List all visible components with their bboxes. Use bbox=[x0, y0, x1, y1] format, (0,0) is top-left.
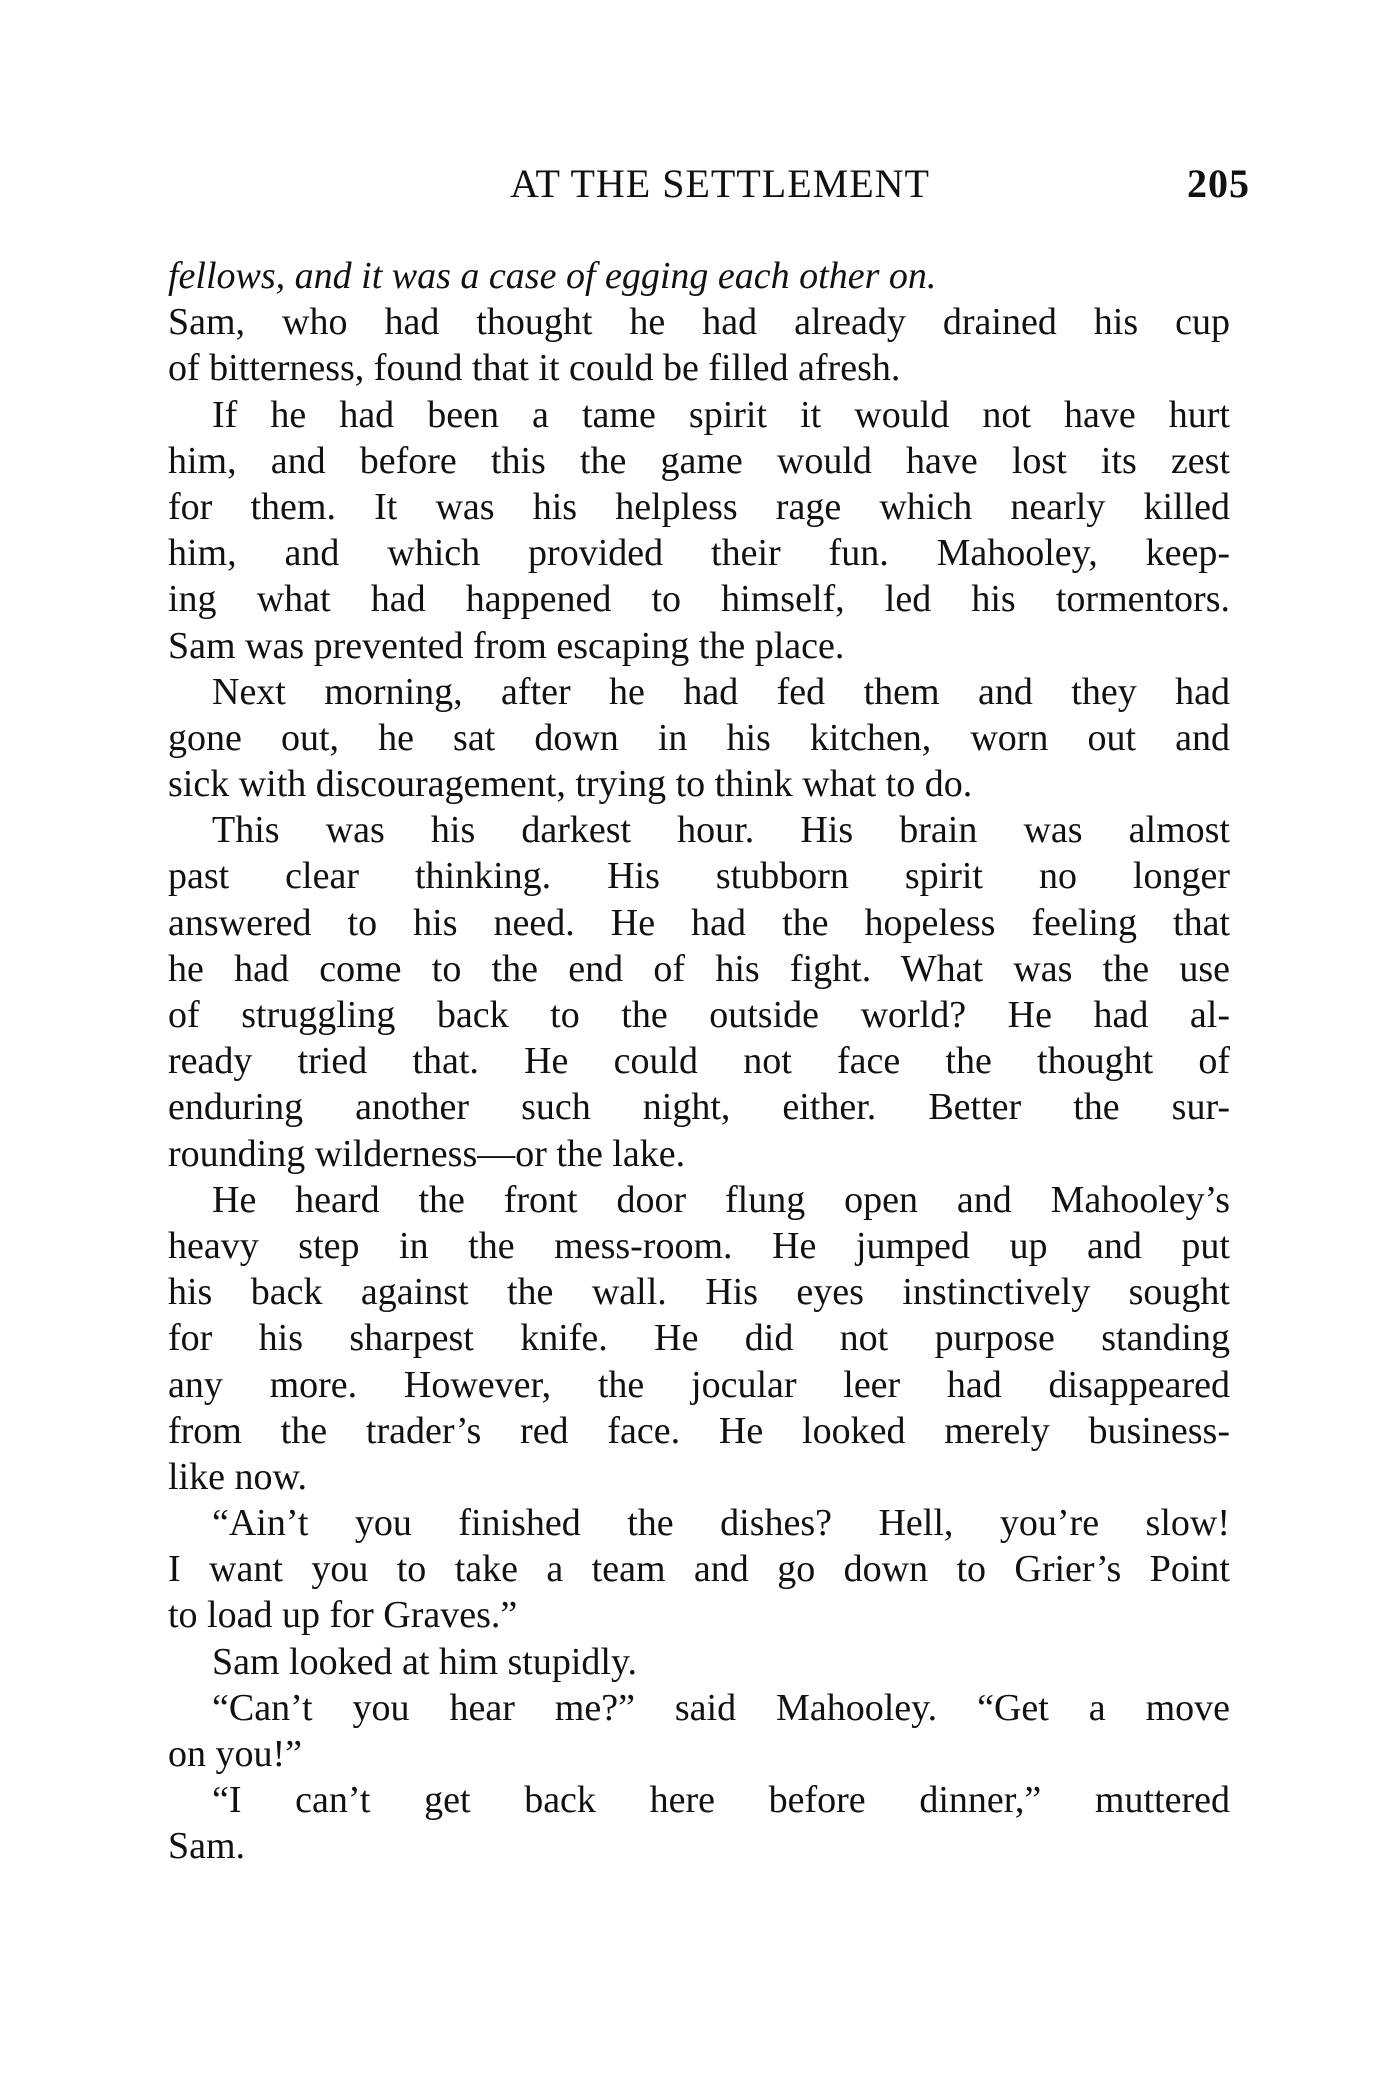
text-line: He heard the front door flung open and Mahooley’s bbox=[212, 1178, 1230, 1221]
text-line: past clear thinking. His stubborn spirit no longer bbox=[168, 855, 1230, 898]
text-line: him, and before this the game would have lost its zest bbox=[168, 439, 1230, 482]
text-line: of bitterness, found that it could be filled afresh. bbox=[168, 347, 901, 390]
text-line: “Ain’t you finished the dishes? Hell, you’re slow! bbox=[212, 1502, 1230, 1545]
text-line: Sam was prevented from escaping the place. bbox=[168, 624, 845, 667]
text-line: his back against the wall. His eyes instinctively sought bbox=[168, 1271, 1230, 1314]
text-line: I want you to take a team and go down to Grier’s Point bbox=[168, 1548, 1230, 1591]
page-number: 205 bbox=[1187, 161, 1250, 206]
text-line: “Can’t you hear me?” said Mahooley. “Get a move bbox=[212, 1686, 1230, 1729]
text-line: ing what had happened to himself, led his tormentors. bbox=[168, 578, 1230, 621]
text-line: This was his darkest hour. His brain was almost bbox=[212, 809, 1230, 852]
text-line: like now. bbox=[168, 1455, 307, 1498]
text-line: gone out, he sat down in his kitchen, worn out and bbox=[168, 716, 1230, 759]
text-line: he had come to the end of his fight. What was the use bbox=[168, 947, 1230, 990]
text-line: sick with discouragement, trying to think what to do. bbox=[168, 763, 973, 806]
running-head: AT THE SETTLEMENT bbox=[510, 161, 930, 206]
text-line: any more. However, the jocular leer had disappeared bbox=[168, 1363, 1230, 1406]
text-line: Sam. bbox=[168, 1825, 246, 1868]
text-line: fellows, and it was a case of egging each other on. bbox=[168, 255, 937, 297]
text-line: answered to his need. He had the hopeless feeling that bbox=[168, 901, 1230, 944]
body-text bbox=[168, 253, 1230, 1870]
text-line: rounding wilderness—or the lake. bbox=[168, 1132, 686, 1175]
page-header bbox=[170, 160, 1250, 216]
text-line: ready tried that. He could not face the thought of bbox=[168, 1040, 1230, 1083]
text-line: Sam, who had thought he had already drained his cup bbox=[168, 301, 1230, 344]
text-line: to load up for Graves.” bbox=[168, 1594, 518, 1637]
text-line: for his sharpest knife. He did not purpose standing bbox=[168, 1317, 1230, 1360]
text-line: Sam looked at him stupidly. bbox=[212, 1640, 638, 1683]
text-line: Next morning, after he had fed them and they had bbox=[212, 670, 1230, 713]
text-line: on you!” bbox=[168, 1733, 303, 1775]
text-line: If he had been a tame spirit it would not have hurt bbox=[212, 393, 1230, 436]
text-line: him, and which provided their fun. Mahooley, keep- bbox=[168, 532, 1230, 575]
text-line: enduring another such night, either. Better the sur- bbox=[168, 1086, 1230, 1129]
text-line: “I can’t get back here before dinner,” muttered bbox=[212, 1779, 1230, 1822]
text-line: heavy step in the mess-room. He jumped up and put bbox=[168, 1224, 1230, 1267]
text-line: for them. It was his helpless rage which nearly killed bbox=[168, 485, 1230, 528]
text-line: of struggling back to the outside world? He had al- bbox=[168, 994, 1230, 1036]
text-line: from the trader’s red face. He looked merely business- bbox=[168, 1409, 1230, 1452]
